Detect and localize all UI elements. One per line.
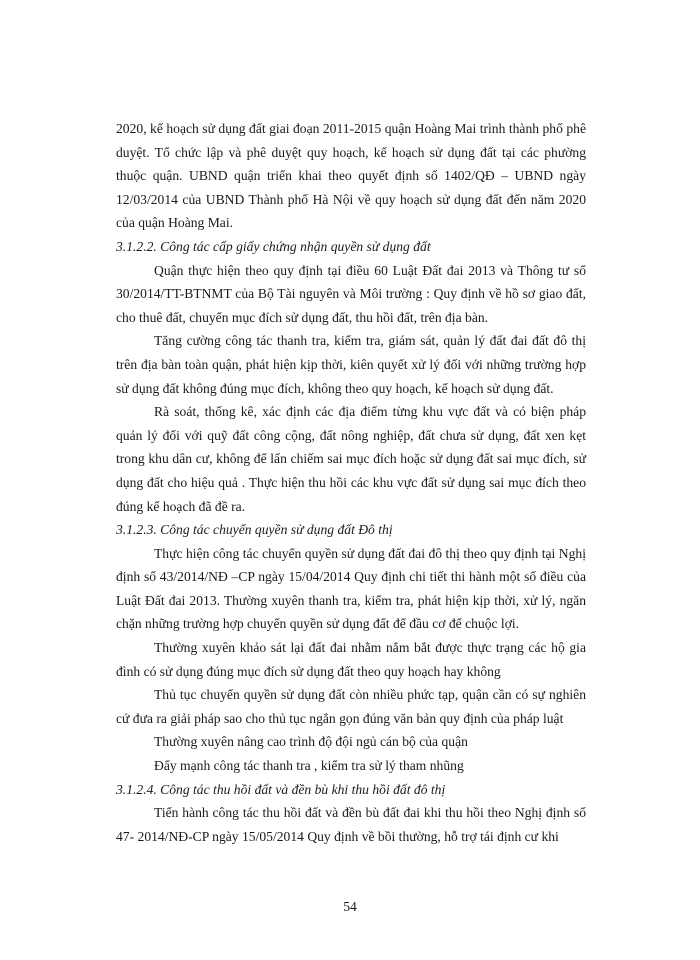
page-number: 54 xyxy=(343,899,357,914)
paragraph: Tiến hành công tác thu hồi đất và đền bù đất đai khi thu hồi theo Nghị định số 47- 2014/NĐ-CP ngày 15/05/2014 Quy định về bồi thường, hỗ trợ tái định cư khi xyxy=(116,805,586,844)
section-heading-3-1-2-3: 3.1.2.3. Công tác chuyển quyền sử dụng đất Đô thị xyxy=(116,522,393,538)
document-body xyxy=(116,117,586,848)
section-heading-3-1-2-2: 3.1.2.2. Công tác cấp giấy chứng nhận quyền sử dụng đất xyxy=(116,238,431,254)
paragraph: Thủ tục chuyển quyền sử dụng đất còn nhiều phức tạp, quận cần có sự nghiên cứ đưa ra giải pháp sao cho thủ tục ngắn gọn đúng văn bản quy định của pháp luật xyxy=(116,687,586,726)
paragraph-continuation: 2020, kế hoạch sử dụng đất giai đoạn 2011-2015 quận Hoàng Mai trình thành phố phê duyệt. Tổ chức lập và phê duyệt quy hoạch, kế hoạch sử dụng đất tại các phường thuộc quận. UBND quận triển khai theo quyết định số 1402/QĐ – UBND ngày 12/03/2014 của UBND Thành phố Hà Nội về quy hoạch sử dụng đất đến năm 2020 của quận Hoàng Mai. xyxy=(116,121,586,231)
paragraph: Thực hiện công tác chuyển quyền sử dụng đất đai đô thị theo quy định tại Nghị định số 43/2014/NĐ –CP ngày 15/04/2014 Quy định chi tiết thi hành một số điều của Luật Đất đai 2013. Thường xuyên thanh tra, kiểm tra, phát hiện kịp thời, xử lý, ngăn chặn những trường hợp chuyển quyền sử dụng đất để đầu cơ để chuộc lợi. xyxy=(116,545,586,632)
section-heading-3-1-2-4: 3.1.2.4. Công tác thu hồi đất và đền bù khi thu hồi đất đô thị xyxy=(116,781,446,797)
paragraph: Thường xuyên khảo sát lại đất đai nhằm nắm bắt được thực trạng các hộ gia đình có sử dụng đúng mục đích sử dụng đất theo quy hoạch hay không xyxy=(116,640,586,679)
paragraph: Tăng cường công tác thanh tra, kiểm tra, giám sát, quản lý đất đai đất đô thị trên địa bàn toàn quận, phát hiện kịp thời, kiên quyết xử lý đối với những trường hợp sử dụng đất không đúng mục đích, không theo quy hoạch, kế hoạch sử dụng đất. xyxy=(116,333,586,396)
paragraph: Quận thực hiện theo quy định tại điều 60 Luật Đất đai 2013 và Thông tư số 30/2014/TT-BTNMT của Bộ Tài nguyên và Môi trường : Quy định về hồ sơ giao đất, cho thuê đất, chuyển mục đích sử dụng đất, thu hồi đất, trên địa bàn. xyxy=(116,262,586,325)
paragraph: Đẩy mạnh công tác thanh tra , kiểm tra sử lý tham nhũng xyxy=(154,758,464,774)
paragraph: Thường xuyên nâng cao trình độ đội ngủ cán bộ của quận xyxy=(154,734,468,750)
paragraph: Rà soát, thống kê, xác định các địa điểm từng khu vực đất và có biện pháp quản lý đối với quỹ đất công cộng, đất nông nghiệp, đất chưa sử dụng, đất xen kẹt trong khu dân cư, không để lấn chiếm sai mục đích hoặc sử dụng đất sai mục đích, sử dụng đất cho hiệu quả . Thực hiện thu hồi các khu vực đất sử dụng sai mục đích theo đúng kế hoạch đã đề ra. xyxy=(116,404,586,514)
